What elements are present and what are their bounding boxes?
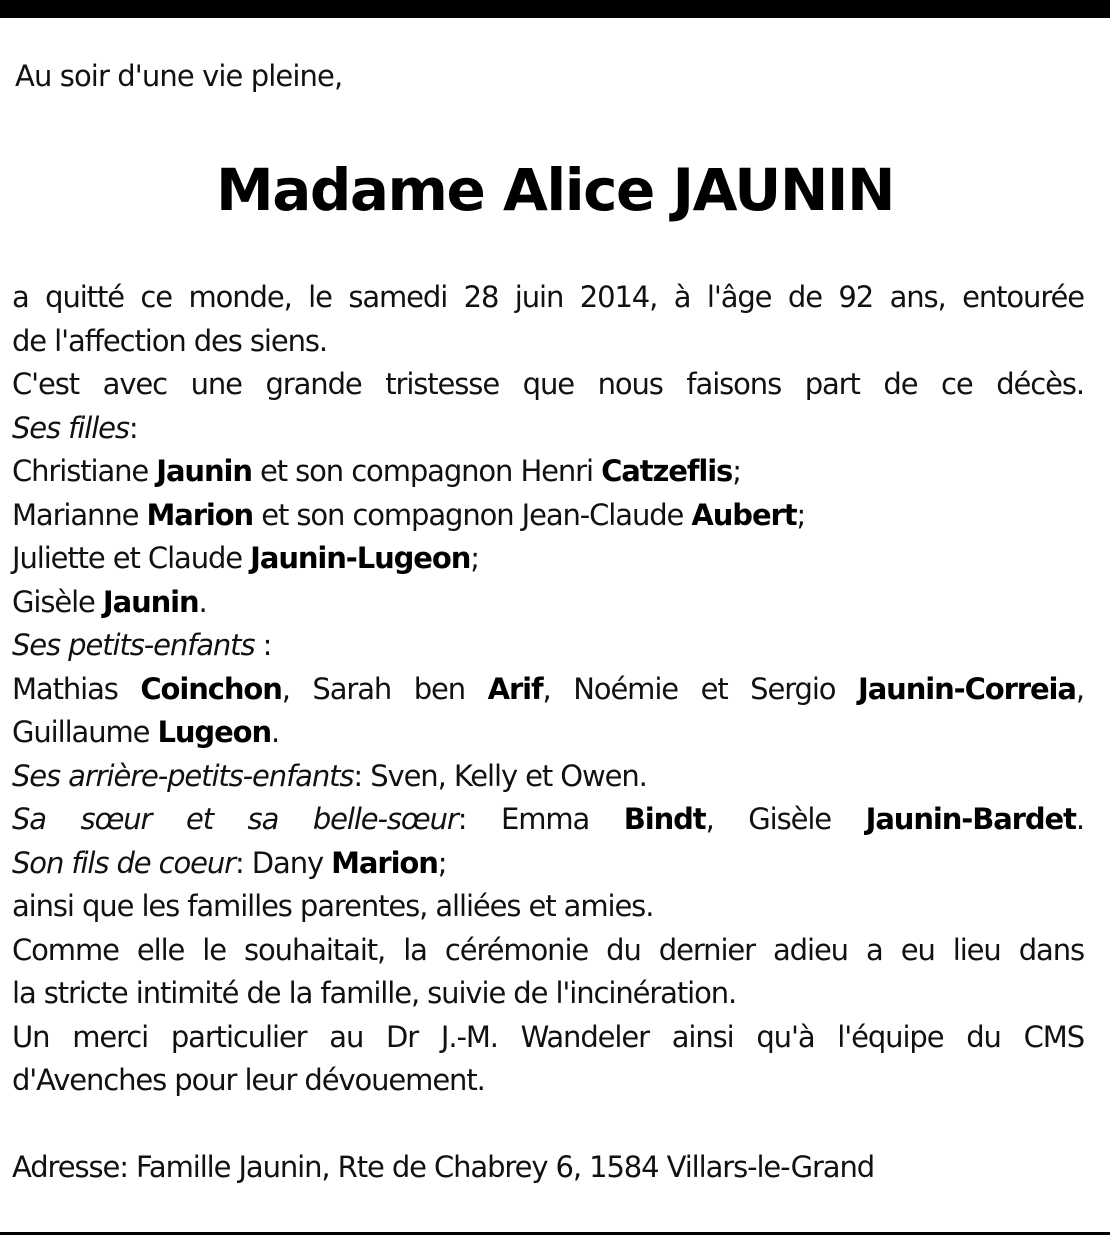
family-name: Jaunin-Bardet bbox=[865, 802, 1076, 836]
text: : Dany bbox=[235, 845, 332, 880]
thanks-line-2: d'Avenches pour leur dévouement. bbox=[12, 1063, 485, 1097]
announcement-line-3: C'est avec une grande tristesse que nous faisons part de ce décès. bbox=[12, 367, 1084, 401]
deceased-name-title: Madame Alice JAUNIN bbox=[216, 156, 894, 224]
top-border-rule bbox=[0, 0, 1110, 18]
text: , bbox=[1075, 671, 1084, 706]
daughter-entry bbox=[12, 581, 1084, 625]
announcement-line-2: de l'affection des siens. bbox=[12, 323, 328, 358]
obituary-body bbox=[12, 276, 1084, 1190]
partner-family-name: Catzeflis bbox=[601, 454, 733, 488]
text: , Sarah ben bbox=[281, 671, 488, 706]
family-name: Jaunin-Correia bbox=[858, 671, 1076, 706]
relation-text: et son compagnon Jean-Claude bbox=[253, 497, 692, 532]
text: , Noémie et Sergio bbox=[542, 671, 858, 706]
families-line: ainsi que les familles parentes, alliées et amies. bbox=[12, 889, 654, 923]
daughters-heading bbox=[12, 407, 1084, 451]
sisters-line bbox=[12, 798, 1084, 842]
son-of-heart-line bbox=[12, 842, 1084, 886]
daughter-entry bbox=[12, 450, 1084, 494]
relation-text: et son compagnon Henri bbox=[251, 454, 602, 488]
address-line: Adresse: Famille Jaunin, Rte de Chabrey 6, 1584 Villars-le-Grand bbox=[12, 1150, 875, 1184]
text: Mathias bbox=[12, 671, 141, 706]
daughters-label-suffix: : bbox=[128, 410, 138, 445]
bottom-border-rule bbox=[0, 1232, 1110, 1235]
first-name: Marianne bbox=[12, 497, 147, 532]
grandchildren-label: Ses petits-enfants bbox=[12, 628, 255, 662]
grandchildren-heading bbox=[12, 624, 1084, 668]
first-name: Christiane bbox=[12, 454, 157, 488]
punctuation: . bbox=[198, 584, 207, 619]
family-name: Jaunin bbox=[102, 584, 199, 619]
punctuation: ; bbox=[796, 497, 806, 532]
family-name: Bindt bbox=[623, 802, 706, 836]
punctuation: ; bbox=[470, 541, 479, 575]
first-name: Gisèle bbox=[12, 584, 103, 619]
text: ; bbox=[437, 845, 447, 880]
great-grandchildren-names: : Sven, Kelly et Owen. bbox=[353, 758, 647, 793]
great-grandchildren-line bbox=[12, 755, 1084, 799]
great-grandchildren-label: Ses arrière-petits-enfants bbox=[12, 758, 354, 793]
ceremony-line-1: Comme elle le souhaitait, la cérémonie du dernier adieu a eu lieu dans bbox=[12, 932, 1084, 967]
grandchildren-line-1 bbox=[12, 668, 1084, 712]
family-name: Jaunin bbox=[156, 454, 252, 488]
text: : Emma bbox=[457, 802, 624, 836]
announcement-line-1: a quitté ce monde, le samedi 28 juin 2014, à l'âge de 92 ans, entourée bbox=[12, 280, 1084, 314]
thanks-line-1: Un merci particulier au Dr J.-M. Wandeler ainsi qu'à l'équipe du CMS bbox=[12, 1019, 1084, 1054]
text: . bbox=[271, 715, 280, 749]
son-of-heart-label: Son fils de coeur bbox=[12, 845, 235, 880]
daughter-entry bbox=[12, 537, 1084, 581]
family-name: Jaunin-Lugeon bbox=[250, 541, 471, 575]
punctuation: ; bbox=[732, 454, 741, 488]
text: . bbox=[1075, 802, 1084, 836]
text: , Gisèle bbox=[705, 802, 866, 836]
ceremony-line-2: la stricte intimité de la famille, suivie de l'incinération. bbox=[12, 976, 737, 1010]
family-name: Coinchon bbox=[140, 671, 282, 706]
family-name: Marion bbox=[146, 497, 254, 532]
family-name: Lugeon bbox=[157, 715, 272, 749]
daughters-label: Ses filles bbox=[12, 410, 129, 445]
sisters-label: Sa sœur et sa belle-sœur bbox=[12, 802, 458, 836]
family-name: Marion bbox=[331, 845, 438, 880]
spacer bbox=[12, 1103, 1084, 1147]
intro-text: Au soir d'une vie pleine, bbox=[15, 59, 343, 93]
text: Guillaume bbox=[12, 715, 158, 749]
partner-family-name: Aubert bbox=[691, 497, 797, 532]
first-name: Juliette et Claude bbox=[12, 541, 251, 575]
daughter-entry bbox=[12, 494, 1084, 538]
family-name: Arif bbox=[487, 671, 543, 706]
grandchildren-label-suffix: : bbox=[254, 628, 272, 662]
grandchildren-line-2 bbox=[12, 711, 1084, 755]
